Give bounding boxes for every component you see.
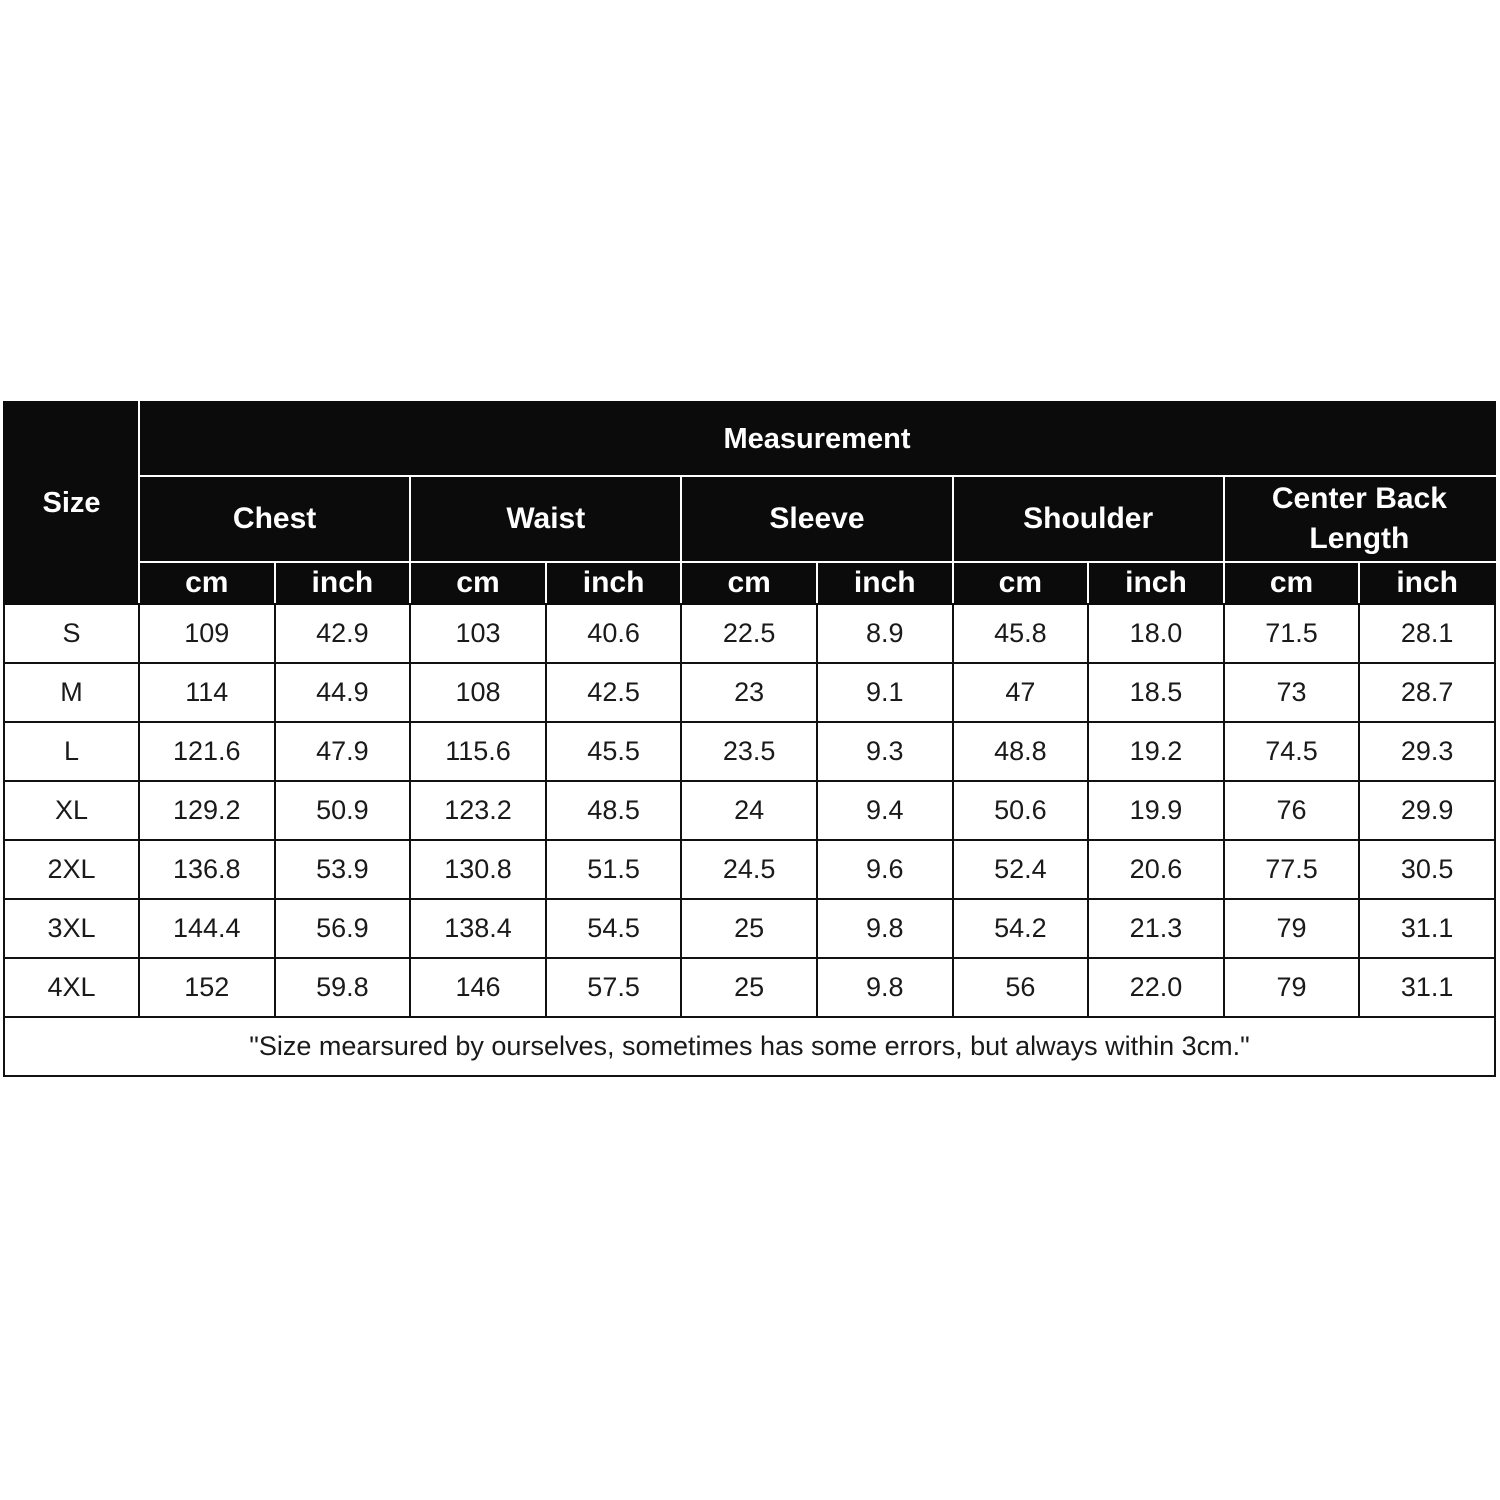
cm-value-cell: 50.6 (953, 781, 1089, 840)
inch-value-cell: 59.8 (275, 958, 411, 1017)
inch-value-cell: 47.9 (275, 722, 411, 781)
inch-value-cell: 22.0 (1088, 958, 1224, 1017)
cm-value-cell: 77.5 (1224, 840, 1360, 899)
unit-header-inch: inch (1359, 562, 1495, 604)
group-header-sleeve: Sleeve (681, 476, 952, 562)
cm-value-cell: 23 (681, 663, 817, 722)
cm-value-cell: 24.5 (681, 840, 817, 899)
cm-value-cell: 108 (410, 663, 546, 722)
cm-value-cell: 114 (139, 663, 275, 722)
inch-value-cell: 42.5 (546, 663, 682, 722)
table-row (4, 899, 1495, 958)
inch-value-cell: 9.3 (817, 722, 953, 781)
table-row (4, 840, 1495, 899)
inch-value-cell: 21.3 (1088, 899, 1224, 958)
inch-value-cell: 30.5 (1359, 840, 1495, 899)
group-header-center-back-length: Center Back Length (1224, 476, 1495, 562)
inch-value-cell: 28.7 (1359, 663, 1495, 722)
cm-value-cell: 138.4 (410, 899, 546, 958)
inch-value-cell: 29.9 (1359, 781, 1495, 840)
unit-header-inch: inch (1088, 562, 1224, 604)
inch-value-cell: 45.5 (546, 722, 682, 781)
cm-value-cell: 48.8 (953, 722, 1089, 781)
size-chart-table (3, 401, 1496, 1077)
cm-value-cell: 121.6 (139, 722, 275, 781)
inch-value-cell: 56.9 (275, 899, 411, 958)
inch-value-cell: 48.5 (546, 781, 682, 840)
table-row (4, 722, 1495, 781)
inch-value-cell: 51.5 (546, 840, 682, 899)
size-cell: S (4, 604, 139, 663)
unit-header-cm: cm (681, 562, 817, 604)
cm-value-cell: 152 (139, 958, 275, 1017)
unit-header-inch: inch (817, 562, 953, 604)
size-cell: M (4, 663, 139, 722)
cm-value-cell: 25 (681, 899, 817, 958)
inch-value-cell: 9.1 (817, 663, 953, 722)
inch-value-cell: 9.8 (817, 958, 953, 1017)
measurement-header: Measurement (139, 402, 1495, 476)
unit-header-cm: cm (410, 562, 546, 604)
unit-header-inch: inch (546, 562, 682, 604)
cm-value-cell: 109 (139, 604, 275, 663)
size-cell: XL (4, 781, 139, 840)
table-header (4, 402, 1495, 604)
cm-value-cell: 56 (953, 958, 1089, 1017)
group-header-chest: Chest (139, 476, 410, 562)
measurement-note: "Size mearsured by ourselves, sometimes has some errors, but always within 3cm." (4, 1017, 1495, 1076)
cm-value-cell: 144.4 (139, 899, 275, 958)
cm-value-cell: 45.8 (953, 604, 1089, 663)
cm-value-cell: 115.6 (410, 722, 546, 781)
table-row (4, 958, 1495, 1017)
cm-value-cell: 76 (1224, 781, 1360, 840)
size-cell: 4XL (4, 958, 139, 1017)
inch-value-cell: 54.5 (546, 899, 682, 958)
inch-value-cell: 9.6 (817, 840, 953, 899)
inch-value-cell: 40.6 (546, 604, 682, 663)
inch-value-cell: 18.5 (1088, 663, 1224, 722)
cm-value-cell: 79 (1224, 958, 1360, 1017)
inch-value-cell: 19.2 (1088, 722, 1224, 781)
inch-value-cell: 19.9 (1088, 781, 1224, 840)
inch-value-cell: 31.1 (1359, 958, 1495, 1017)
inch-value-cell: 53.9 (275, 840, 411, 899)
cm-value-cell: 71.5 (1224, 604, 1360, 663)
group-header-shoulder: Shoulder (953, 476, 1224, 562)
cm-value-cell: 54.2 (953, 899, 1089, 958)
unit-header-inch: inch (275, 562, 411, 604)
inch-value-cell: 31.1 (1359, 899, 1495, 958)
inch-value-cell: 9.8 (817, 899, 953, 958)
inch-value-cell: 44.9 (275, 663, 411, 722)
size-cell: 2XL (4, 840, 139, 899)
table-footer (4, 1017, 1495, 1076)
cm-value-cell: 146 (410, 958, 546, 1017)
table-row (4, 781, 1495, 840)
cm-value-cell: 73 (1224, 663, 1360, 722)
cm-value-cell: 23.5 (681, 722, 817, 781)
inch-value-cell: 18.0 (1088, 604, 1224, 663)
cm-value-cell: 130.8 (410, 840, 546, 899)
cm-value-cell: 79 (1224, 899, 1360, 958)
inch-value-cell: 50.9 (275, 781, 411, 840)
cm-value-cell: 47 (953, 663, 1089, 722)
inch-value-cell: 28.1 (1359, 604, 1495, 663)
size-column-header: Size (4, 402, 139, 604)
cm-value-cell: 103 (410, 604, 546, 663)
cm-value-cell: 24 (681, 781, 817, 840)
cm-value-cell: 22.5 (681, 604, 817, 663)
group-header-waist: Waist (410, 476, 681, 562)
table-row (4, 663, 1495, 722)
inch-value-cell: 20.6 (1088, 840, 1224, 899)
cm-value-cell: 129.2 (139, 781, 275, 840)
cm-value-cell: 136.8 (139, 840, 275, 899)
unit-header-cm: cm (139, 562, 275, 604)
inch-value-cell: 8.9 (817, 604, 953, 663)
inch-value-cell: 29.3 (1359, 722, 1495, 781)
unit-header-cm: cm (1224, 562, 1360, 604)
cm-value-cell: 74.5 (1224, 722, 1360, 781)
size-cell: 3XL (4, 899, 139, 958)
inch-value-cell: 42.9 (275, 604, 411, 663)
cm-value-cell: 25 (681, 958, 817, 1017)
table-row (4, 604, 1495, 663)
table-body (4, 604, 1495, 1017)
size-cell: L (4, 722, 139, 781)
unit-header-cm: cm (953, 562, 1089, 604)
inch-value-cell: 57.5 (546, 958, 682, 1017)
cm-value-cell: 123.2 (410, 781, 546, 840)
cm-value-cell: 52.4 (953, 840, 1089, 899)
inch-value-cell: 9.4 (817, 781, 953, 840)
